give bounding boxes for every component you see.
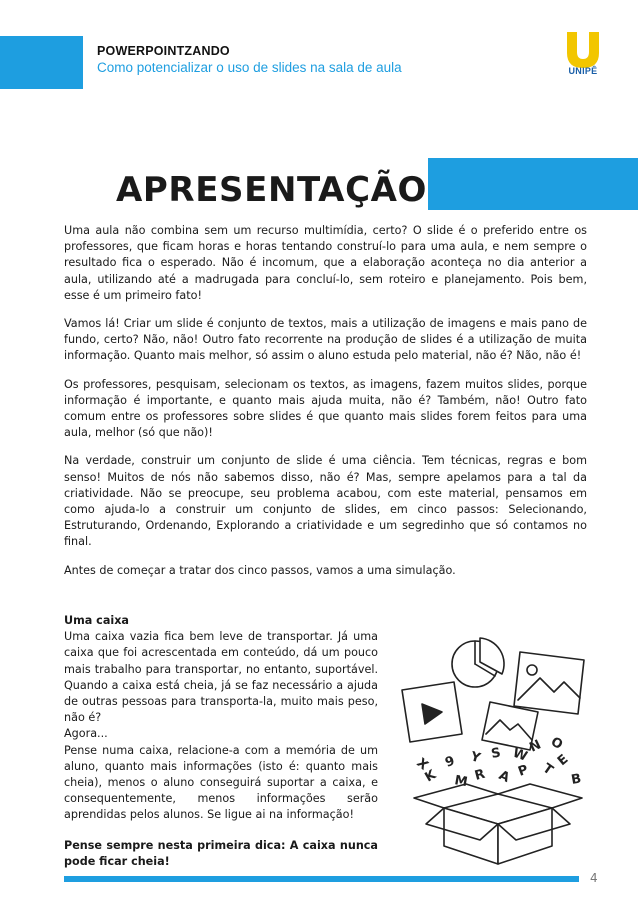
illustration-letter: R	[473, 766, 487, 784]
pie-chart-icon	[452, 638, 504, 687]
illustration-letter: E	[554, 751, 572, 770]
paragraph: Uma aula não combina sem um recurso multimídia, certo? O slide é o preferido entre os professores, que ficam horas e horas tentando construí-lo para uma aula, e nem sempre o resultado fica o esperado. Não é incomum, que a elaboração aconteça no dia anterior a aula, utilizando até a madrugada para concluí-lo, sem roteiro e planejamento. Pois bem, esse é um primeiro fato!	[64, 224, 587, 302]
illustration-letter: X	[413, 755, 431, 774]
illustration-letter: 9	[443, 753, 457, 771]
page-number: 4	[590, 871, 598, 885]
illustration-letter: A	[496, 768, 512, 786]
paragraph: Antes de começar a tratar dos cinco passos, vamos a uma simulação.	[64, 563, 456, 577]
header-title: POWERPOINTZANDO	[97, 44, 230, 58]
illustration-letter: W	[510, 745, 530, 765]
illustration-letter: O	[548, 734, 566, 753]
image-card-icon	[514, 652, 584, 714]
box-text: Pense numa caixa, relacione-a com a memória de um aluno, quanto mais informações (isto é: quanto mais cheia), menos o aluno conseguirá suportar a caixa, e consequentemente, menos informações serão aprendidas pelos alunos. Se ligue ai na informação!	[64, 743, 378, 822]
illustration-letter: N	[527, 737, 544, 756]
header-subtitle: Como potencializar o uso de slides na sala de aula	[97, 60, 402, 75]
illustration-letter: K	[422, 767, 439, 786]
illustration-letter: B	[570, 771, 583, 788]
box-heading: Uma caixa	[64, 614, 129, 627]
illustration-letter: M	[453, 773, 469, 791]
illustration-letter: P	[516, 762, 531, 780]
logo-text: UNIPÊ	[568, 66, 598, 76]
play-card-icon	[402, 682, 462, 742]
body-text	[64, 223, 587, 591]
illustration-letter: S	[490, 745, 502, 762]
illustration-letter: Y	[468, 749, 482, 767]
box-tip: Pense sempre nesta primeira dica: A caixa nunca pode ficar cheia!	[64, 838, 378, 868]
box-section	[64, 613, 378, 870]
open-box-icon	[414, 784, 582, 864]
paragraph: Vamos lá! Criar um slide é conjunto de textos, mais a utilização de imagens e mais pano de fundo, certo? Não, não! Outro fato recorrente na produção de slides é a utilização de muita informação. Quanto mais melhor, só assim o aluno estuda pelo material, não é? Não, não é!	[64, 317, 587, 363]
paragraph: Os professores, pesquisam, selecionam os textos, as imagens, fazem muitos slides, porque informação é importante, e quanto mais ajuda muita, não é? Também, não! Outro fato comum entre os professores sobre slides é que quanto mais slides forem feitos para uma aula, melhor (só que não)!	[64, 377, 587, 440]
illustration-letter: T	[539, 760, 556, 779]
footer-line	[64, 876, 579, 882]
box-text: Uma caixa vazia fica bem leve de transportar. Já uma caixa que foi acrescentada em conteúdo, dá um pouco mais trabalho para transportar, no entanto, suportável. Quando a caixa está cheia, já se faz necessário a ajuda de outras pessoas para transporta-la, muito mais peso, não é?	[64, 630, 378, 725]
paragraph: Na verdade, construir um conjunto de slide é uma ciência. Tem técnicas, regras e bom senso! Muitos de nós não sabemos disso, não é? Mas, sempre apelamos para a tal da criatividade. Não se preocupe, seu problema acabou, com este material, pensamos em como ajuda-lo a construir um conjunto de slides, em cinco passos: Selecionando, Estruturando, Ordenando, Explorando a criatividade e um segredinho que só contamos no final.	[64, 454, 587, 549]
title-accent-bar	[428, 158, 638, 210]
box-overflowing-icon	[392, 632, 602, 867]
header-accent-bar	[0, 36, 83, 89]
box-text: Agora...	[64, 727, 108, 741]
page-title: APRESENTAÇÃO	[116, 170, 428, 210]
